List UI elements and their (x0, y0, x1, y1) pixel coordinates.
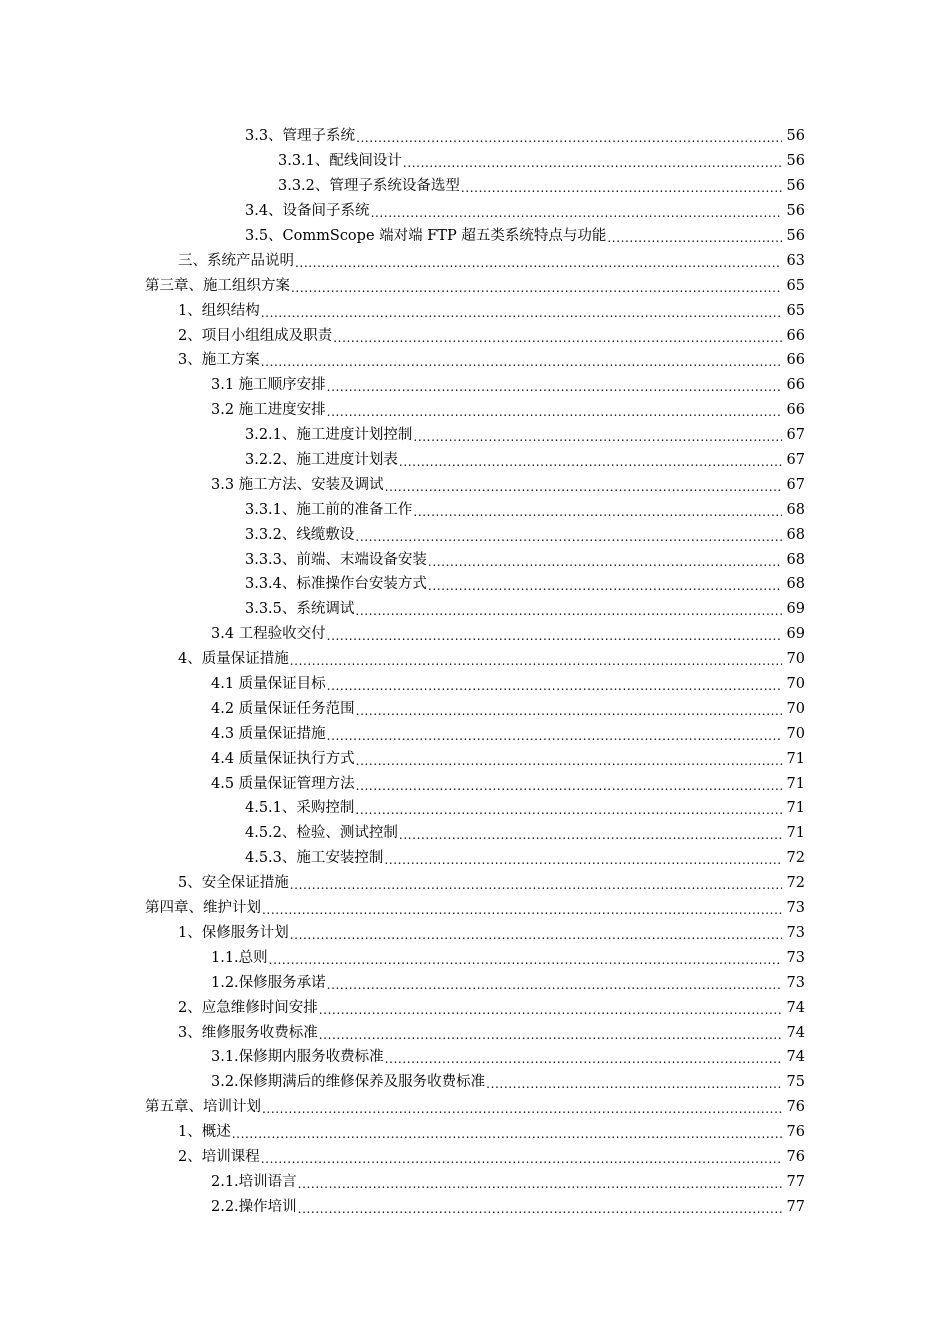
toc-dot-leader (327, 675, 782, 693)
toc-entry-title: 3.1 施工顺序安排 (211, 377, 326, 394)
table-of-contents (0, 124, 950, 1219)
toc-entry[interactable] (0, 199, 950, 224)
toc-entry[interactable] (0, 896, 950, 921)
toc-entry-title: 1.1.总则 (211, 949, 268, 966)
toc-entry-page-number: 65 (786, 302, 805, 319)
toc-entry[interactable] (0, 970, 950, 995)
toc-entry-title: 3.1.保修期内服务收费标准 (211, 1049, 384, 1066)
toc-entry-title: 3.3.5、系统调试 (245, 601, 355, 618)
toc-entry-page-number: 70 (786, 676, 805, 693)
toc-entry-page-number: 70 (786, 651, 805, 668)
toc-entry-page-number: 56 (786, 178, 805, 195)
toc-entry[interactable] (0, 472, 950, 497)
toc-dot-leader (428, 551, 782, 569)
toc-dot-leader (319, 1024, 782, 1042)
toc-entry-page-number: 76 (786, 1099, 805, 1116)
toc-dot-leader (413, 501, 782, 519)
toc-dot-leader (290, 874, 782, 892)
toc-entry-page-number: 66 (786, 352, 805, 369)
toc-entry[interactable] (0, 423, 950, 448)
toc-dot-leader (327, 625, 782, 643)
toc-dot-leader (262, 1098, 782, 1116)
toc-entry[interactable] (0, 871, 950, 896)
toc-entry-page-number: 67 (786, 452, 805, 469)
toc-entry-page-number: 73 (786, 924, 805, 941)
toc-entry-page-number: 72 (786, 875, 805, 892)
toc-entry-title: 3.2 施工进度安排 (211, 402, 326, 419)
toc-entry-title: 3.2.1、施工进度计划控制 (245, 427, 413, 444)
toc-entry[interactable] (0, 622, 950, 647)
toc-entry-title: 1.2.保修服务承诺 (211, 974, 326, 991)
toc-entry-title: 4、质量保证措施 (178, 651, 289, 668)
toc-dot-leader (269, 949, 782, 967)
toc-entry-title: 4.5.3、施工安装控制 (245, 850, 384, 867)
toc-dot-leader (298, 1173, 782, 1191)
toc-entry[interactable] (0, 124, 950, 149)
toc-entry-title: 第三章、施工组织方案 (145, 277, 290, 294)
toc-entry-title: 2、培训课程 (178, 1148, 260, 1165)
toc-entry-page-number: 74 (786, 999, 805, 1016)
toc-entry-page-number: 73 (786, 974, 805, 991)
toc-entry[interactable] (0, 398, 950, 423)
toc-entry-page-number: 66 (786, 402, 805, 419)
toc-dot-leader (356, 127, 782, 145)
toc-entry[interactable] (0, 547, 950, 572)
toc-entry-page-number: 75 (786, 1074, 805, 1091)
toc-entry-title: 第四章、维护计划 (145, 900, 261, 917)
toc-entry-title: 第五章、培训计划 (145, 1099, 261, 1116)
toc-entry-page-number: 69 (786, 626, 805, 643)
toc-entry[interactable] (0, 1145, 950, 1170)
toc-dot-leader (291, 277, 782, 295)
toc-entry[interactable] (0, 522, 950, 547)
toc-dot-leader (371, 202, 782, 220)
toc-entry-page-number: 68 (786, 501, 805, 518)
toc-entry-page-number: 72 (786, 850, 805, 867)
toc-dot-leader (355, 526, 782, 544)
toc-entry-title: 2、应急维修时间安排 (178, 999, 318, 1016)
toc-entry-title: 2.1.培训语言 (211, 1173, 297, 1190)
toc-entry[interactable] (0, 945, 950, 970)
toc-entry-title: 3.2.保修期满后的维修保养及服务收费标准 (211, 1074, 486, 1091)
toc-entry-page-number: 70 (786, 725, 805, 742)
toc-entry-page-number: 66 (786, 327, 805, 344)
toc-dot-leader (356, 750, 782, 768)
toc-entry-page-number: 71 (786, 825, 805, 842)
toc-entry-title: 5、安全保证措施 (178, 875, 289, 892)
toc-entry[interactable] (0, 373, 950, 398)
toc-entry[interactable] (0, 448, 950, 473)
toc-entry-title: 4.2 质量保证任务范围 (211, 700, 355, 717)
toc-entry-page-number: 77 (786, 1198, 805, 1215)
toc-entry-title: 1、组织结构 (178, 302, 260, 319)
toc-entry-title: 3.3 施工方法、安装及调试 (211, 476, 384, 493)
toc-entry-title: 4.5.1、采购控制 (245, 800, 355, 817)
toc-entry-page-number: 56 (786, 228, 805, 244)
toc-entry[interactable] (0, 921, 950, 946)
toc-entry-title: 3.3、管理子系统 (245, 128, 356, 145)
toc-dot-leader (356, 775, 782, 793)
toc-dot-leader (327, 376, 782, 394)
toc-dot-leader (298, 1198, 782, 1216)
toc-entry-page-number: 71 (786, 800, 805, 817)
toc-entry[interactable] (0, 149, 950, 174)
toc-dot-leader (290, 650, 782, 668)
toc-entry[interactable] (0, 497, 950, 522)
toc-entry[interactable] (0, 696, 950, 721)
toc-entry-title: 4.1 质量保证目标 (211, 676, 326, 693)
toc-entry[interactable] (0, 174, 950, 199)
toc-entry-page-number: 73 (786, 900, 805, 917)
toc-entry-title: 4.5 质量保证管理方法 (211, 775, 355, 792)
toc-entry-title: 1、保修服务计划 (178, 924, 289, 941)
toc-dot-leader (399, 824, 782, 842)
toc-entry-page-number: 68 (786, 576, 805, 593)
toc-entry[interactable] (0, 746, 950, 771)
toc-entry-title: 4.4 质量保证执行方式 (211, 750, 355, 767)
toc-entry-title: 3.3.2、线缆敷设 (245, 526, 355, 543)
toc-dot-leader (262, 899, 782, 917)
toc-entry[interactable] (0, 1070, 950, 1095)
toc-dot-leader (385, 476, 782, 494)
toc-entry-page-number: 56 (786, 153, 805, 170)
toc-entry-page-number: 71 (786, 750, 805, 767)
toc-entry-title: 3.5、CommScope 端对端 FTP 超五类系统特点与功能 (245, 228, 607, 244)
toc-dot-leader (413, 426, 782, 444)
toc-entry[interactable] (0, 298, 950, 323)
toc-entry-title: 4.5.2、检验、测试控制 (245, 825, 398, 842)
toc-entry-page-number: 76 (786, 1148, 805, 1165)
toc-entry[interactable] (0, 572, 950, 597)
toc-entry[interactable] (0, 1169, 950, 1194)
toc-entry[interactable] (0, 796, 950, 821)
toc-dot-leader (327, 974, 782, 992)
toc-dot-leader (261, 351, 782, 369)
toc-dot-leader (428, 575, 782, 593)
toc-dot-leader (399, 451, 782, 469)
toc-entry-title: 2、项目小组组成及职责 (178, 327, 333, 344)
toc-entry-title: 3.3.1、配线间设计 (278, 153, 402, 170)
toc-entry-page-number: 68 (786, 551, 805, 568)
toc-entry[interactable] (0, 846, 950, 871)
toc-entry-page-number: 68 (786, 526, 805, 543)
toc-entry-page-number: 66 (786, 377, 805, 394)
toc-dot-leader (319, 999, 782, 1017)
toc-entry-title: 2.2.操作培训 (211, 1198, 297, 1215)
toc-entry-page-number: 69 (786, 601, 805, 618)
toc-dot-leader (261, 302, 782, 320)
toc-entry-title: 3.3.2、管理子系统设备选型 (278, 178, 460, 195)
toc-entry-page-number: 76 (786, 1124, 805, 1141)
toc-entry[interactable] (0, 721, 950, 746)
toc-dot-leader (333, 327, 782, 345)
toc-entry-title: 3.3.4、标准操作台安装方式 (245, 576, 427, 593)
toc-entry-page-number: 71 (786, 775, 805, 792)
toc-entry-title: 1、概述 (178, 1124, 231, 1141)
toc-entry[interactable] (0, 995, 950, 1020)
toc-dot-leader (461, 177, 782, 195)
toc-dot-leader (403, 152, 782, 170)
toc-entry[interactable] (0, 273, 950, 298)
toc-entry[interactable] (0, 647, 950, 672)
toc-entry-title: 4.3 质量保证措施 (211, 725, 326, 742)
toc-entry-title: 3.3.1、施工前的准备工作 (245, 501, 413, 518)
toc-dot-leader (355, 799, 782, 817)
toc-entry[interactable] (0, 672, 950, 697)
toc-dot-leader (327, 725, 782, 743)
toc-entry[interactable] (0, 1095, 950, 1120)
toc-entry[interactable] (0, 1020, 950, 1045)
toc-entry-title: 3.2.2、施工进度计划表 (245, 452, 398, 469)
toc-entry[interactable] (0, 248, 950, 273)
toc-dot-leader (290, 924, 782, 942)
toc-entry-title: 三、系统产品说明 (178, 252, 294, 269)
toc-entry-title: 3.4 工程验收交付 (211, 626, 326, 643)
toc-entry-page-number: 67 (786, 427, 805, 444)
toc-entry[interactable] (0, 1194, 950, 1219)
toc-entry-page-number: 70 (786, 700, 805, 717)
toc-entry-title: 3.4、设备间子系统 (245, 203, 370, 220)
toc-entry[interactable] (0, 224, 950, 249)
toc-entry-title: 3、施工方案 (178, 352, 260, 369)
toc-entry-page-number: 73 (786, 949, 805, 966)
toc-dot-leader (486, 1073, 782, 1091)
toc-entry-page-number: 56 (786, 203, 805, 220)
toc-entry-page-number: 63 (786, 252, 805, 269)
toc-entry[interactable] (0, 1045, 950, 1070)
toc-entry[interactable] (0, 1120, 950, 1145)
toc-entry[interactable] (0, 771, 950, 796)
toc-dot-leader (607, 227, 782, 245)
toc-entry-page-number: 65 (786, 277, 805, 294)
toc-entry-title: 3.3.3、前端、末端设备安装 (245, 551, 427, 568)
toc-dot-leader (356, 700, 782, 718)
toc-entry-page-number: 67 (786, 476, 805, 493)
toc-dot-leader (295, 252, 782, 270)
toc-entry[interactable] (0, 323, 950, 348)
toc-dot-leader (385, 1048, 782, 1066)
toc-dot-leader (261, 1148, 782, 1166)
toc-entry[interactable] (0, 821, 950, 846)
toc-dot-leader (355, 600, 782, 618)
toc-entry-page-number: 77 (786, 1173, 805, 1190)
toc-entry-page-number: 74 (786, 1049, 805, 1066)
toc-entry[interactable] (0, 348, 950, 373)
toc-entry-page-number: 56 (786, 128, 805, 145)
toc-entry-page-number: 74 (786, 1024, 805, 1041)
toc-entry-title: 3、维修服务收费标准 (178, 1024, 318, 1041)
toc-dot-leader (327, 401, 782, 419)
toc-dot-leader (232, 1123, 782, 1141)
toc-dot-leader (384, 849, 782, 867)
toc-entry[interactable] (0, 597, 950, 622)
